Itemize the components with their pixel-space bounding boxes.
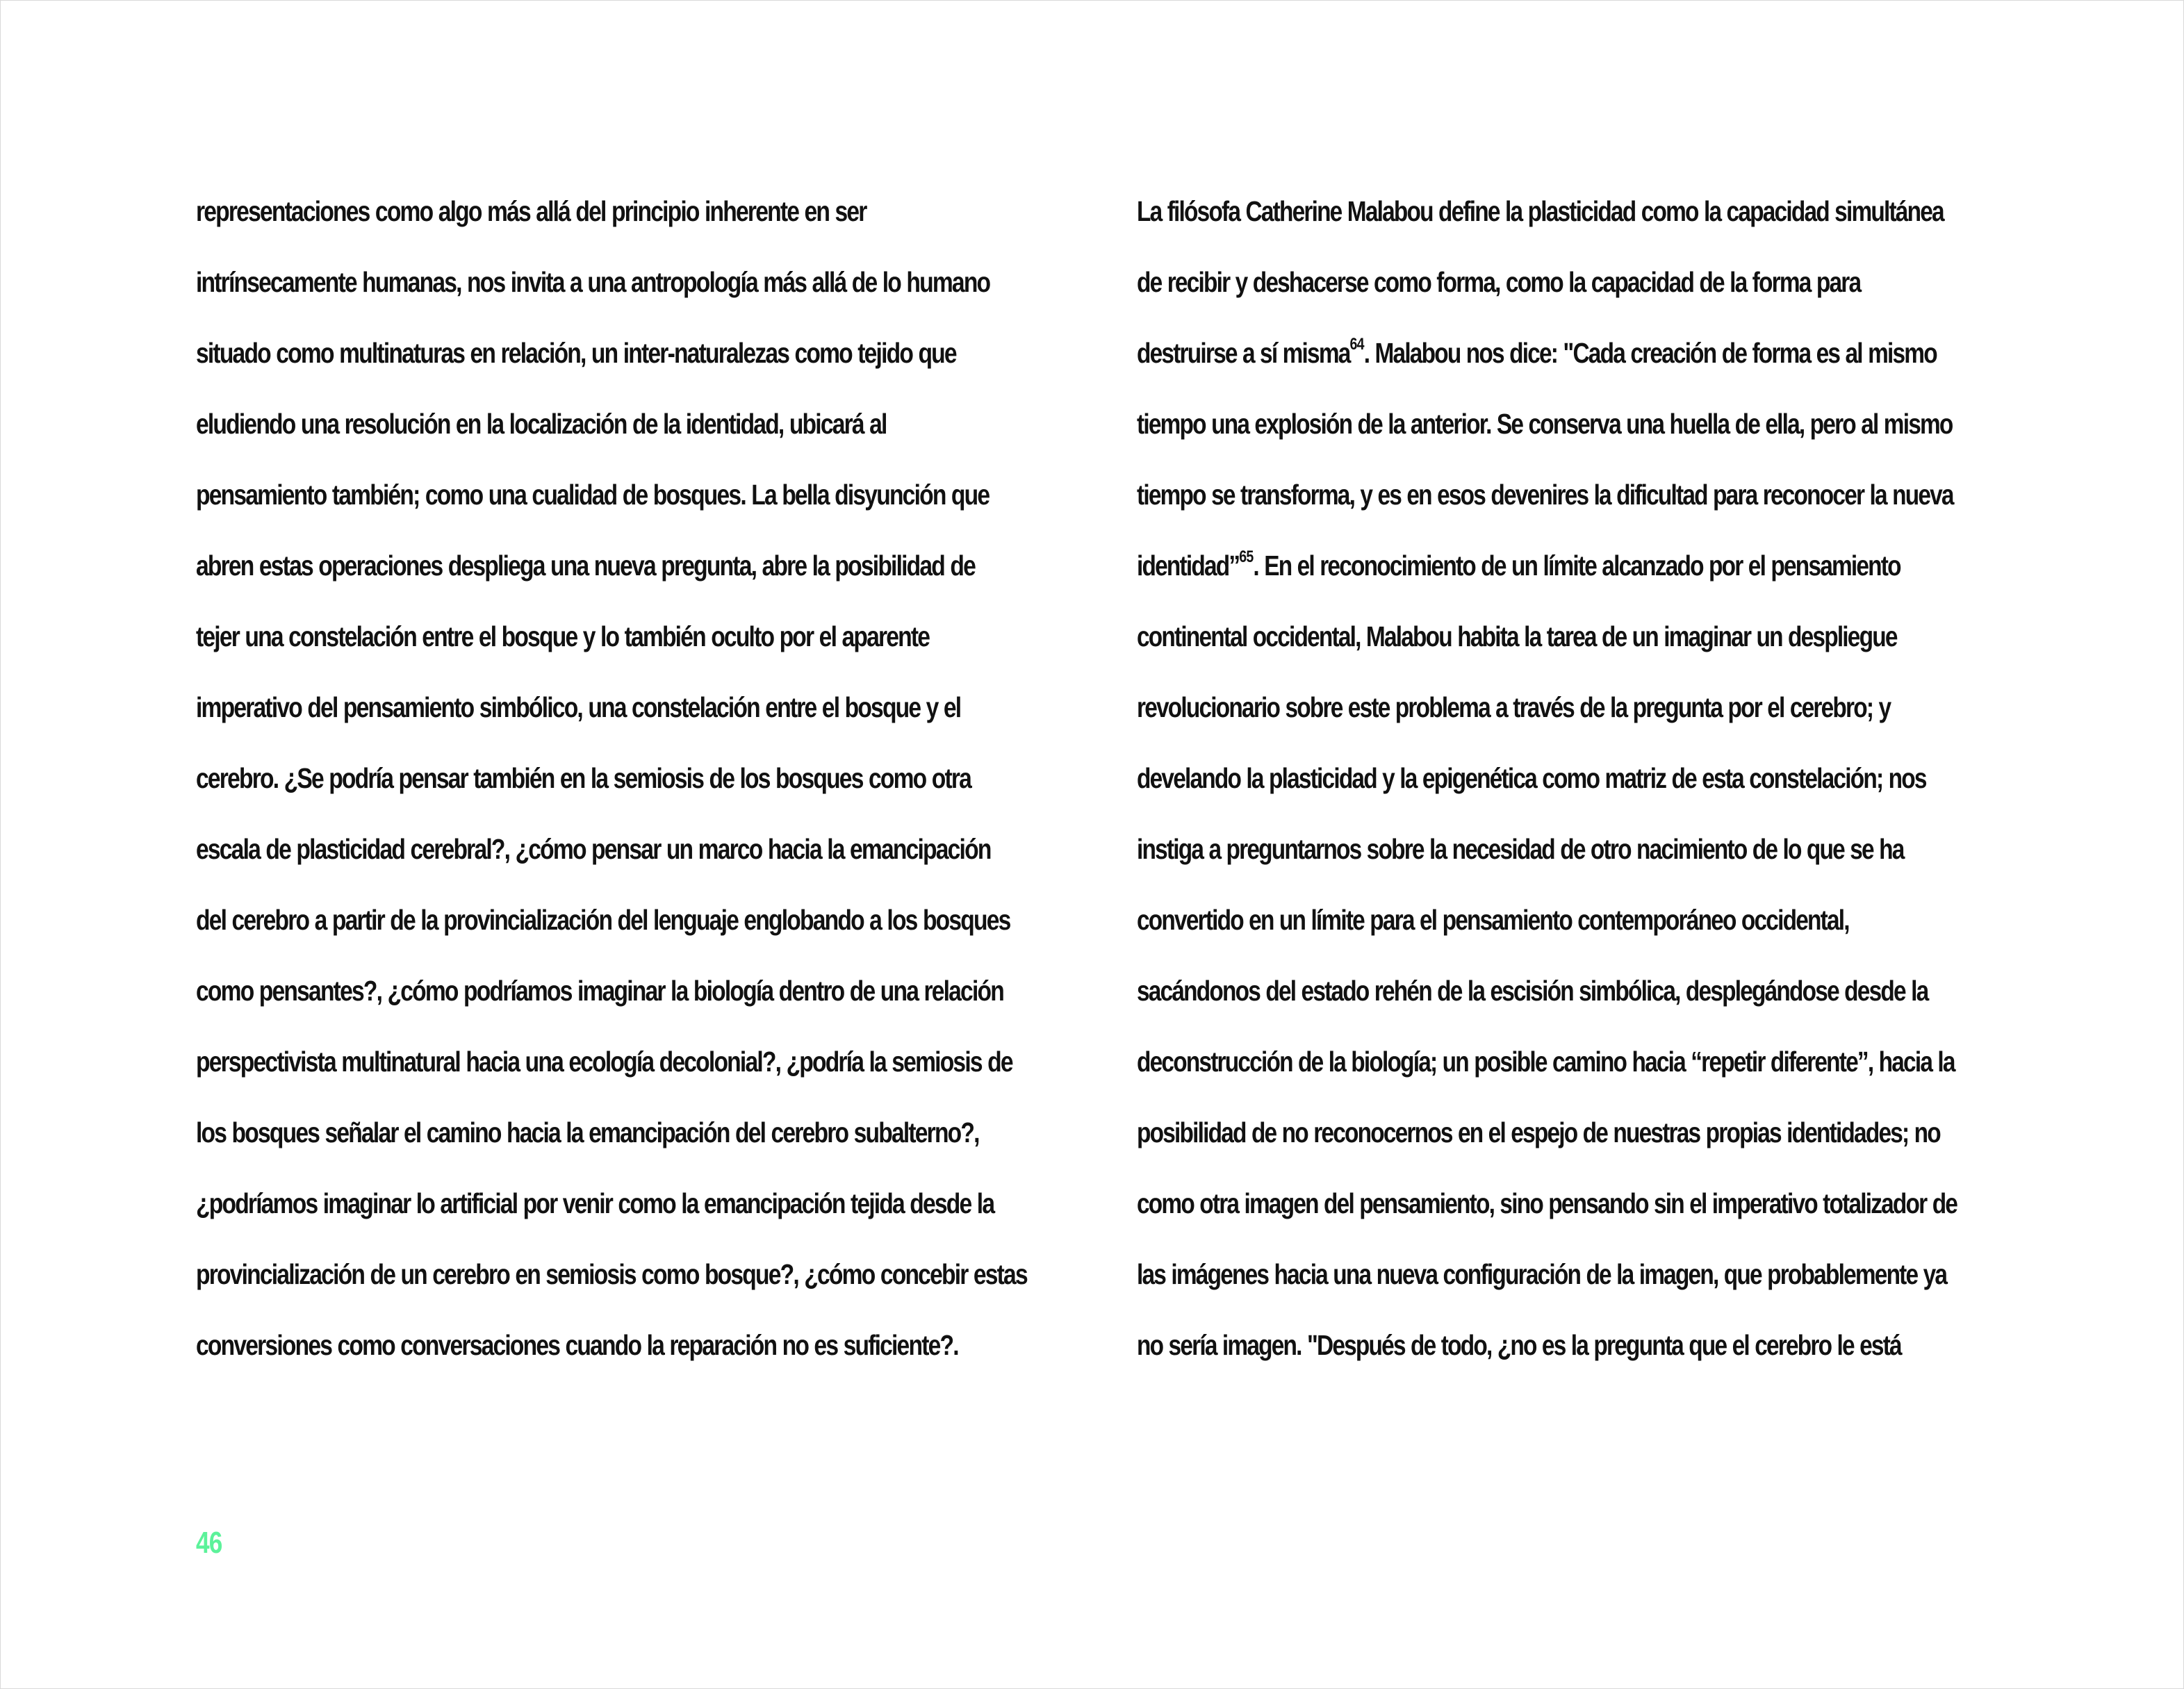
text-line: instiga a preguntarnos sobre la necesidad de otro nacimiento de lo que se ha <box>1137 833 1904 865</box>
text-line: situado como multinaturas en relación, un inter-naturalezas como tejido que <box>196 337 956 369</box>
text-line: los bosques señalar el camino hacia la emancipación del cerebro subalterno?, <box>196 1117 979 1148</box>
text-line: revolucionario sobre este problema a través de la pregunta por el cerebro; y <box>1137 691 1891 723</box>
text-line: de recibir y deshacerse como forma, como la capacidad de la forma para <box>1137 266 1861 298</box>
text-line: tejer una constelación entre el bosque y lo también oculto por el aparente <box>196 620 930 652</box>
text-line: abren estas operaciones despliega una nueva pregunta, abre la posibilidad de <box>196 550 976 582</box>
text-line: provincialización de un cerebro en semiosis como bosque?, ¿cómo concebir estas <box>196 1258 1027 1290</box>
text-line: tiempo se transforma, y es en esos devenires la dificultad para reconocer la nueva <box>1137 479 1953 511</box>
text-line: pensamiento también; como una cualidad de bosques. La bella disyunción que <box>196 479 990 511</box>
page-number: 46 <box>196 1526 222 1560</box>
text-line: perspectivista multinatural hacia una ecología decolonial?, ¿podría la semiosis de <box>196 1046 1012 1078</box>
text-line: ¿podríamos imaginar lo artificial por venir como la emancipación tejida desde la <box>196 1187 994 1219</box>
text-line: develando la plasticidad y la epigenética como matriz de esta constelación; nos <box>1137 762 1926 794</box>
text-segment: destruirse a sí misma <box>1137 337 1350 369</box>
text-line: representaciones como algo más allá del principio inherente en ser <box>196 195 867 227</box>
text-line: deconstrucción de la biología; un posible camino hacia “repetir diferente”, hacia la <box>1137 1046 1955 1078</box>
text-line: imperativo del pensamiento simbólico, una constelación entre el bosque y el <box>196 691 961 723</box>
text-line: como pensantes?, ¿cómo podríamos imaginar la biología dentro de una relación <box>196 975 1003 1007</box>
text-line: continental occidental, Malabou habita la tarea de un imaginar un despliegue <box>1137 620 1897 652</box>
text-line: del cerebro a partir de la provincialización del lenguaje englobando a los bosques <box>196 904 1010 936</box>
footnote-ref-64[interactable]: 64 <box>1349 335 1364 354</box>
left-text-column <box>196 189 1078 1394</box>
text-line: La filósofa Catherine Malabou define la plasticidad como la capacidad simultánea <box>1137 195 1944 227</box>
text-line: sacándonos del estado rehén de la escisión simbólica, desplegándose desde la <box>1137 975 1928 1007</box>
text-segment: . Malabou nos dice: "Cada creación de forma es al mismo <box>1363 337 1937 369</box>
text-line-with-footnote <box>1137 331 1937 402</box>
footnote-ref-65[interactable]: 65 <box>1239 547 1254 567</box>
text-line: tiempo una explosión de la anterior. Se conserva una huella de ella, pero al mismo <box>1137 408 1953 440</box>
text-line: no sería imagen. "Después de todo, ¿no es la pregunta que el cerebro le está <box>1137 1329 1901 1361</box>
right-text-column <box>1137 189 2012 1394</box>
text-line-with-footnote <box>1137 543 1900 614</box>
text-line: posibilidad de no reconocernos en el espejo de nuestras propias identidades; no <box>1137 1117 1940 1148</box>
text-line: convertido en un límite para el pensamiento contemporáneo occidental, <box>1137 904 1849 936</box>
text-segment: identidad” <box>1137 550 1240 582</box>
text-line: eludiendo una resolución en la localización de la identidad, ubicará al <box>196 408 887 440</box>
text-line: intrínsecamente humanas, nos invita a una antropología más allá de lo humano <box>196 266 990 298</box>
text-line: conversiones como conversaciones cuando la reparación no es suficiente?. <box>196 1329 958 1361</box>
text-line: las imágenes hacia una nueva configuración de la imagen, que probablemente ya <box>1137 1258 1947 1290</box>
text-segment: . En el reconocimiento de un límite alcanzado por el pensamiento <box>1253 550 1900 582</box>
text-line: cerebro. ¿Se podría pensar también en la semiosis de los bosques como otra <box>196 762 971 794</box>
text-line: como otra imagen del pensamiento, sino pensando sin el imperativo totalizador de <box>1137 1187 1957 1219</box>
text-line: escala de plasticidad cerebral?, ¿cómo pensar un marco hacia la emancipación <box>196 833 991 865</box>
